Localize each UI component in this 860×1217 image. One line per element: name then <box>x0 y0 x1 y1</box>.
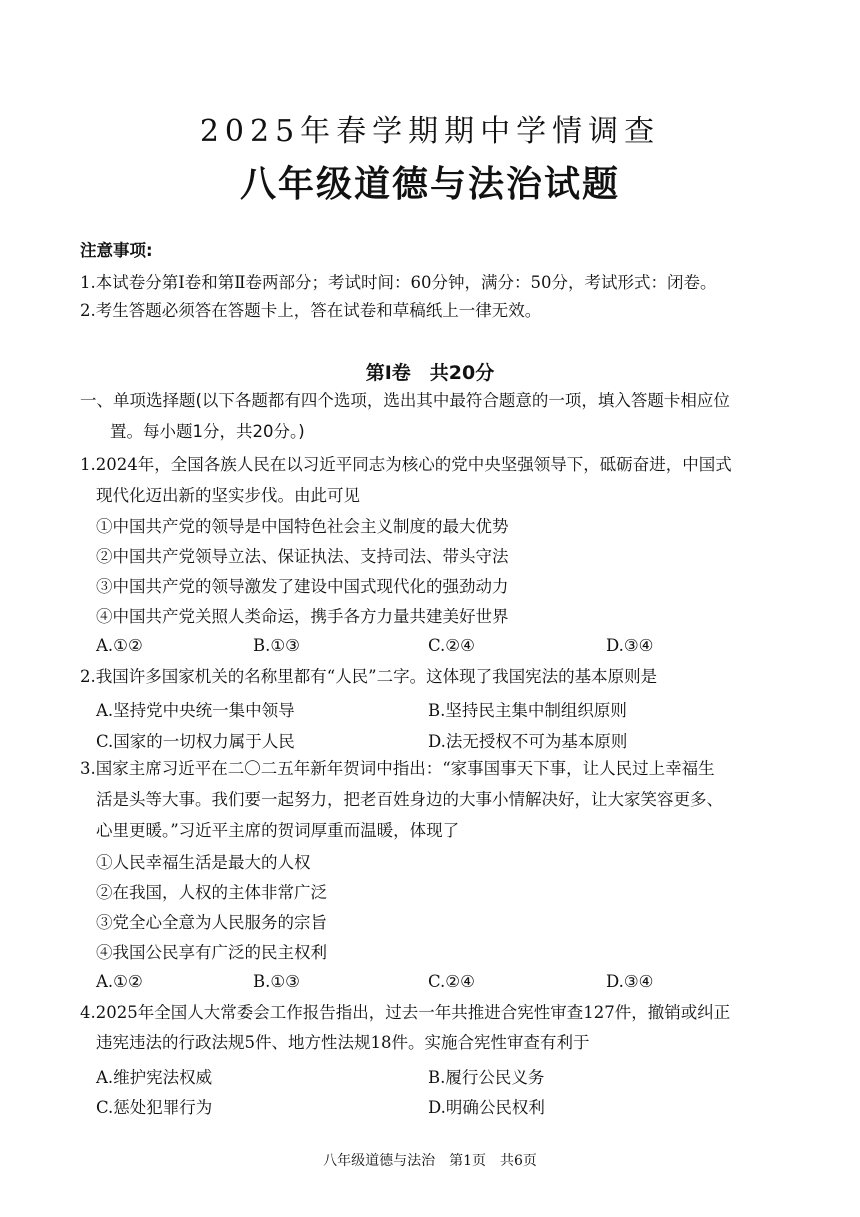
question-statement: ②中国共产党领导立法、保证执法、支持司法、带头守法 <box>96 547 509 566</box>
question-statement: ③党全心全意为人民服务的宗旨 <box>96 913 327 932</box>
exam-title: 2025年春学期期中学情调查 <box>199 114 661 149</box>
answer-choice: B.①③ <box>253 636 300 655</box>
question-stem: 心里更暖。”习近平主席的贺词厚重而温暖，体现了 <box>96 821 460 840</box>
answer-choice: C.惩处犯罪行为 <box>96 1098 213 1117</box>
notes-heading: 注意事项: <box>80 241 153 260</box>
question-statement: ③中国共产党的领导激发了建设中国式现代化的强劲动力 <box>96 577 509 596</box>
question-stem: 1.2024年，全国各族人民在以习近平同志为核心的党中央坚强领导下，砥砺奋进，中国式 <box>80 455 732 474</box>
question-stem: 违宪违法的行政法规5件、地方性法规18件。实施合宪性审查有利于 <box>96 1033 590 1052</box>
answer-choice: D.法无授权不可为基本原则 <box>428 732 628 751</box>
section-title: 第Ⅰ卷 共20分 <box>365 362 495 384</box>
answer-choice: A.①② <box>96 636 143 655</box>
answer-choice: D.③④ <box>606 636 654 655</box>
note-item: 1.本试卷分第Ⅰ卷和第Ⅱ卷两部分；考试时间：60分钟，满分：50分，考试形式：闭卷。 <box>80 273 717 292</box>
question-stem: 2.我国许多国家机关的名称里都有“人民”二字。这体现了我国宪法的基本原则是 <box>80 667 658 686</box>
answer-choice: B.履行公民义务 <box>428 1068 545 1087</box>
question-stem: 3.国家主席习近平在二〇二五年新年贺词中指出：“家事国事天下事，让人民过上幸福生 <box>80 759 715 778</box>
answer-choice: A.维护宪法权威 <box>96 1068 213 1087</box>
question-stem: 4.2025年全国人大常委会工作报告指出，过去一年共推进合宪性审查127件，撤销或纠正 <box>80 1003 731 1022</box>
question-stem: 现代化迈出新的坚实步伐。由此可见 <box>96 486 360 505</box>
answer-choice: A.①② <box>96 972 143 991</box>
note-item: 2.考生答题必须答在答题卡上，答在试卷和草稿纸上一律无效。 <box>80 301 542 320</box>
answer-choice: D.明确公民权利 <box>428 1098 545 1117</box>
exam-subtitle: 八年级道德与法治试题 <box>239 164 620 205</box>
answer-choice: A.坚持党中央统一集中领导 <box>96 701 295 720</box>
question-statement: ①人民幸福生活是最大的人权 <box>96 853 311 872</box>
answer-choice: D.③④ <box>606 972 654 991</box>
question-statement: ④我国公民享有广泛的民主权利 <box>96 943 327 962</box>
answer-choice: B.①③ <box>253 972 300 991</box>
part-instruction: 一、单项选择题(以下各题都有四个选项，选出其中最符合题意的一项，填入答题卡相应位 <box>80 391 730 410</box>
question-stem: 活是头等大事。我们要一起努力，把老百姓身边的大事小情解决好，让大家笑容更多、 <box>96 790 723 809</box>
question-statement: ④中国共产党关照人类命运，携手各方力量共建美好世界 <box>96 607 509 626</box>
question-statement: ②在我国，人权的主体非常广泛 <box>96 883 327 902</box>
answer-choice: B.坚持民主集中制组织原则 <box>428 701 627 720</box>
answer-choice: C.②④ <box>428 972 475 991</box>
answer-choice: C.②④ <box>428 636 475 655</box>
part-instruction: 置。每小题1分，共20分。) <box>110 422 305 441</box>
answer-choice: C.国家的一切权力属于人民 <box>96 732 295 751</box>
page-footer: 八年级道德与法治 第1页 共6页 <box>323 1153 537 1169</box>
question-statement: ①中国共产党的领导是中国特色社会主义制度的最大优势 <box>96 517 509 536</box>
